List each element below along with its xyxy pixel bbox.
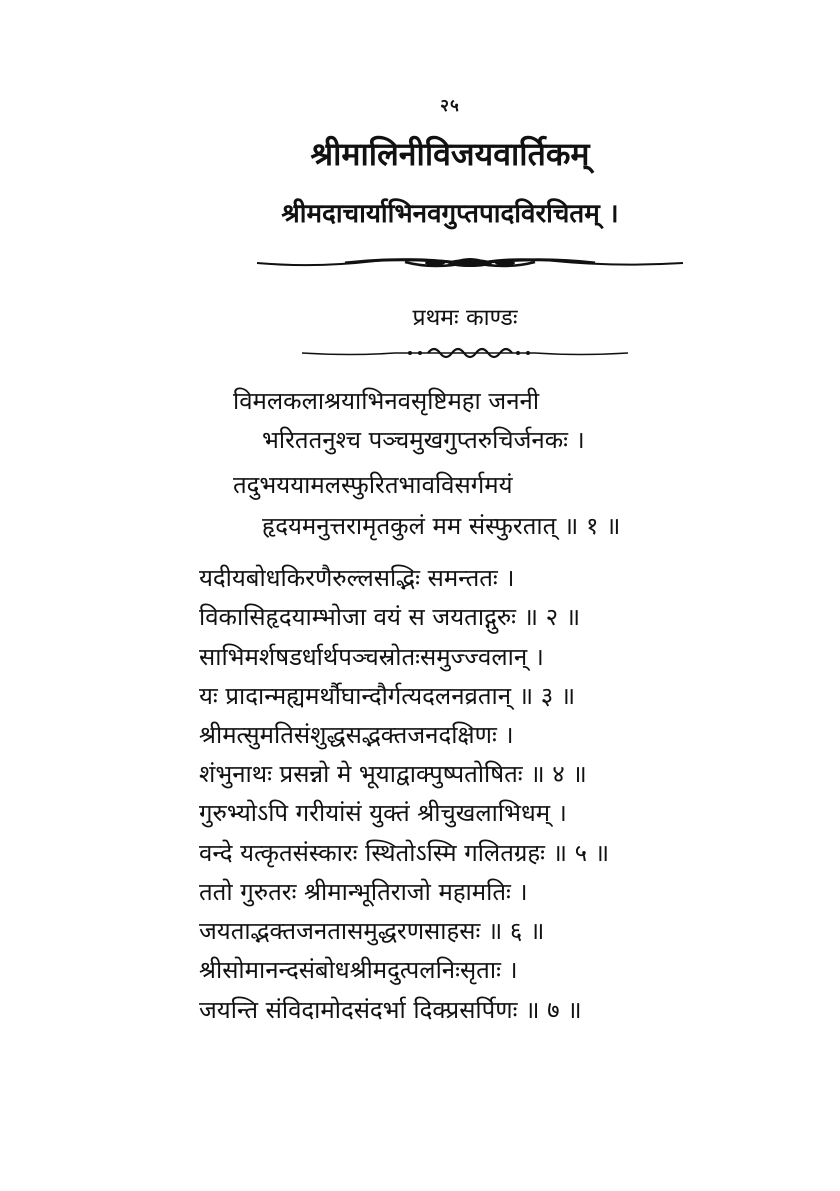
verse-line-9: ततो गुरुतरः श्रीमान्भूतिराजो महामतिः । bbox=[199, 878, 528, 906]
verse-line-6: शंभुनाथः प्रसन्नो मे भूयाद्वाक्पुष्पतोषितः ॥ ४ ॥ bbox=[199, 760, 587, 788]
verse-line-5: श्रीमत्सुमतिसंशुद्धसद्भक्तजनदक्षिणः । bbox=[199, 721, 514, 749]
page-title: श्रीमालिनीविजयवार्तिकम् bbox=[310, 135, 590, 173]
verse-line-2: विकासिहृदयाम्भोजा वयं स जयताद्गुरुः ॥ २ ॥ bbox=[199, 603, 581, 631]
verse-line-3: साभिमर्शषडर्धार्थपञ्चस्रोतःसमुज्ज्वलान् । bbox=[199, 643, 544, 671]
verse-line-8: वन्दे यत्कृतसंस्कारः स्थितोऽस्मि गलितग्रहः ॥ ५ ॥ bbox=[199, 839, 610, 867]
page-number: २५ bbox=[440, 96, 460, 116]
verse-line-7: गुरुभ्योऽपि गरीयांसं युक्तं श्रीचुखलाभिधम् । bbox=[199, 799, 567, 827]
invocation-line-1: विमलकलाश्रयाभिनवसृष्टिमहा जननी bbox=[233, 387, 540, 415]
verse-line-11: श्रीसोमानन्दसंबोधश्रीमदुत्पलनिःसृताः । bbox=[199, 956, 518, 984]
section-heading: प्रथमः काण्डः bbox=[412, 305, 518, 331]
verse-line-1: यदीयबोधकिरणैरुल्लसद्भिः समन्ततः । bbox=[199, 564, 515, 592]
invocation-line-4: हृदयमनुत्तरामृतकुलं मम संस्फुरतात् ॥ १ ॥ bbox=[262, 512, 621, 540]
page-subtitle: श्रीमदाचार्याभिनवगुप्तपादविरचितम् । bbox=[281, 199, 619, 229]
ornamental-rule-top bbox=[255, 250, 685, 276]
verse-line-4: यः प्रादान्मह्यमर्थौघान्दौर्गत्यदलनव्रतान् ॥ ३ ॥ bbox=[199, 682, 576, 710]
verse-line-12: जयन्ति संविदामोदसंदर्भा दिक्प्रसर्पिणः ॥ ७ ॥ bbox=[199, 996, 582, 1024]
verse-line-10: जयताद्भक्तजनतासमुद्धरणसाहसः ॥ ६ ॥ bbox=[199, 917, 545, 945]
invocation-line-3: तदुभययामलस्फुरितभावविसर्गमयं bbox=[233, 471, 513, 499]
invocation-line-2: भरिततनुश्च पञ्चमुखगुप्तरुचिर्जनकः । bbox=[262, 426, 585, 454]
ornamental-rule-bottom bbox=[300, 343, 630, 363]
